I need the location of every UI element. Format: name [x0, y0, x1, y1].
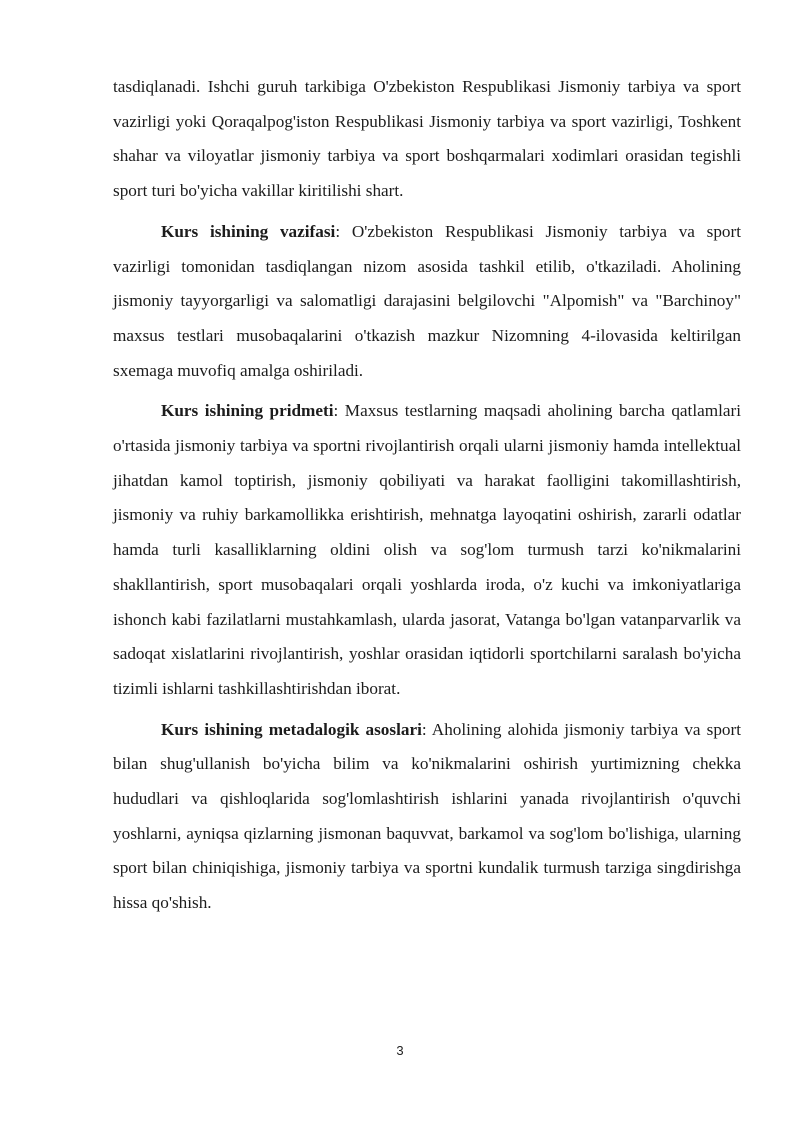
section-heading-pridmeti: Kurs ishining pridmeti [161, 401, 334, 421]
heading-separator: : [421, 719, 432, 739]
document-page [113, 70, 741, 927]
paragraph-metadalogik [113, 713, 741, 921]
section-heading-metadalogik: Kurs ishining metadalogik asoslari [161, 719, 422, 739]
paragraph-text: Maxsus testlarning maqsadi aholining barcha qatlamlari o'rtasida jismoniy tarbiya va sportni rivojlantirish orqali ularni jismoniy hamda intellektual jihatdan kamol toptirish, jismoniy qobiliyati va harakat faolligini takomillashtirish, jismoniy va ruhiy barkamollikka erishtirish, mehnatga layoqatini oshirish, zararli odatlar hamda turli kasalliklarning oldini olish va sog'lom turmush tarzi ko'nikmalarini shakllantirish, sport musobaqalari orqali yoshlarda iroda, o'z kuchi va imkoniyatlariga ishonch kabi fazilatlarni mustahkamlash, ularda jasorat, Vatanga bo'lgan vatanparvarlik va sadoqat xislatlarini rivojlantirish, yoshlar orasidan iqtidorli sportchilarni saralash bo'yicha tizimli ishlarni tashkillashtirishdan iborat. [113, 401, 742, 698]
heading-separator: : [333, 401, 345, 421]
section-heading-vazifasi: Kurs ishining vazifasi [161, 221, 336, 241]
paragraph-text: Aholining alohida jismoniy tarbiya va sport bilan shug'ullanish bo'yicha bilim va ko'nikmalarini oshirish yurtimizning chekka hududlari va qishloqlarida sog'lomlashtirish ishlarini yanada rivojlantirish o'quvchi yoshlarni, ayniqsa qizlarning jismonan baquvvat, barkamol va sog'lom bo'lishiga, ularning sport bilan chiniqishiga, jismoniy tarbiya va sportni kundalik turmush tarziga singdirishga hissa qo'shish. [113, 719, 742, 913]
paragraph-text: tasdiqlanadi. Ishchi guruh tarkibiga O'zbekiston Respublikasi Jismoniy tarbiya va sport vazirligi yoki Qoraqalpog'iston Respublikasi Jismoniy tarbiya va sport vazirligi, Toshkent shahar va viloyatlar jismoniy tarbiya va sport boshqarmalari xodimlari orasidan tegishli sport turi bo'yicha vakillar kiritilishi shart. [113, 77, 741, 201]
paragraph-text: O'zbekiston Respublikasi Jismoniy tarbiya va sport vazirligi tomonidan tasdiqlangan nizom asosida tashkil etilib, o'tkaziladi. Aholining jismoniy tayyorgarligi va salomatligi darajasini belgilovchi "Alpomish" va "Barchinoy" maxsus testlari musobaqalarini o'tkazish mazkur Nizomning 4-ilovasida keltirilgan sxemaga muvofiq amalga oshiriladi. [113, 221, 742, 380]
paragraph-pridmeti [113, 394, 741, 706]
paragraph-vazifasi [113, 215, 741, 389]
page-number: 3 [396, 1043, 404, 1058]
heading-separator: : [335, 221, 352, 241]
paragraph-intro [113, 70, 741, 209]
